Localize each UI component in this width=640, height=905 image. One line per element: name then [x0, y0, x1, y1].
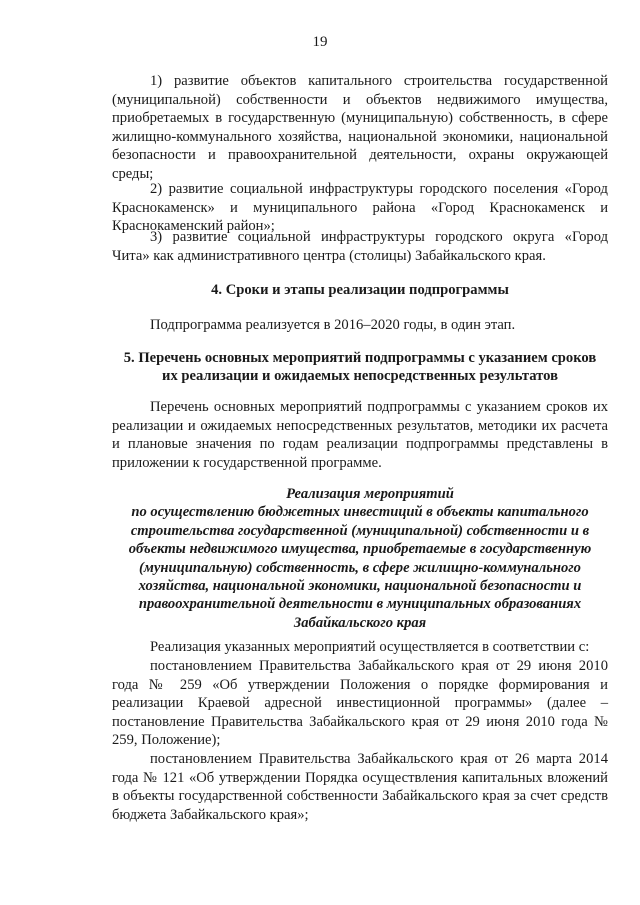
list-item-3: 3) развитие социальной инфраструктуры городского округа «Город Чита» как административного центра (столицы) Забайкальского края.	[112, 229, 608, 264]
section-5-heading	[112, 350, 608, 385]
italic-heading-body: по осуществлению бюджетных инвестиций в объекты капитального строительства государственной (муниципальной) собственности и в объекты недвижимого имущества, приобретаемые в государственную (муниципальную) собственность, в сфере жилищно-коммунального хозяйства, национальной экономики, национальной безопасности и правоохранительной деятельности в муниципальных образованиях Забайкальского края	[128, 504, 592, 631]
italic-heading-line-1: Реализация мероприятий	[286, 486, 454, 502]
section-4-text: Подпрограмма реализуется в 2016–2020 годы, в один этап.	[150, 317, 516, 333]
section-5-heading-line-1: 5. Перечень основных мероприятий подпрограммы с указанием сроков	[123, 350, 597, 366]
implementation-item-1: постановлением Правительства Забайкальского края от 29 июня 2010 года № 259 «Об утверждении Положения о порядке формирования и реализации Краевой адресной инвестиционной программы» (далее – постановление Правительства Забайкальского края от 29 июня 2010 года № 259, Положение);	[112, 658, 608, 749]
italic-heading	[112, 485, 608, 632]
section-5-text: Перечень основных мероприятий подпрограммы с указанием сроков их реализации и ожидаемых непосредственных результатов, методики их расчета и плановые значения по годам реализации подпрограммы представлены в приложении к государственной программе.	[112, 399, 608, 471]
list-item-1: 1) развитие объектов капитального строительства государственной (муниципальной) собственности и объектов недвижимого имущества, приобретаемых в государственную (муниципальную) собственность, в сфере жилищно-коммунального хозяйства, национальной экономики, национальной безопасности и правоохранительной деятельности, охраны окружающей среды;	[112, 73, 608, 182]
list-item-2: 2) развитие социальной инфраструктуры городского поселения «Город Краснокаменск» и муниципального района «Город Краснокаменск и Краснокаменский район»;	[112, 181, 608, 235]
implementation-item-2: постановлением Правительства Забайкальского края от 26 марта 2014 года № 121 «Об утверждении Порядка осуществления капитальных вложений в объекты государственной собственности Забайкальского края за счет средств бюджета Забайкальского края»;	[112, 751, 608, 823]
page-number: 19	[312, 34, 328, 50]
section-4-heading: 4. Сроки и этапы реализации подпрограммы	[211, 282, 509, 298]
implementation-intro: Реализация указанных мероприятий осуществляется в соответствии с:	[150, 639, 590, 655]
section-5-heading-line-2: их реализации и ожидаемых непосредственных результатов	[162, 367, 558, 384]
